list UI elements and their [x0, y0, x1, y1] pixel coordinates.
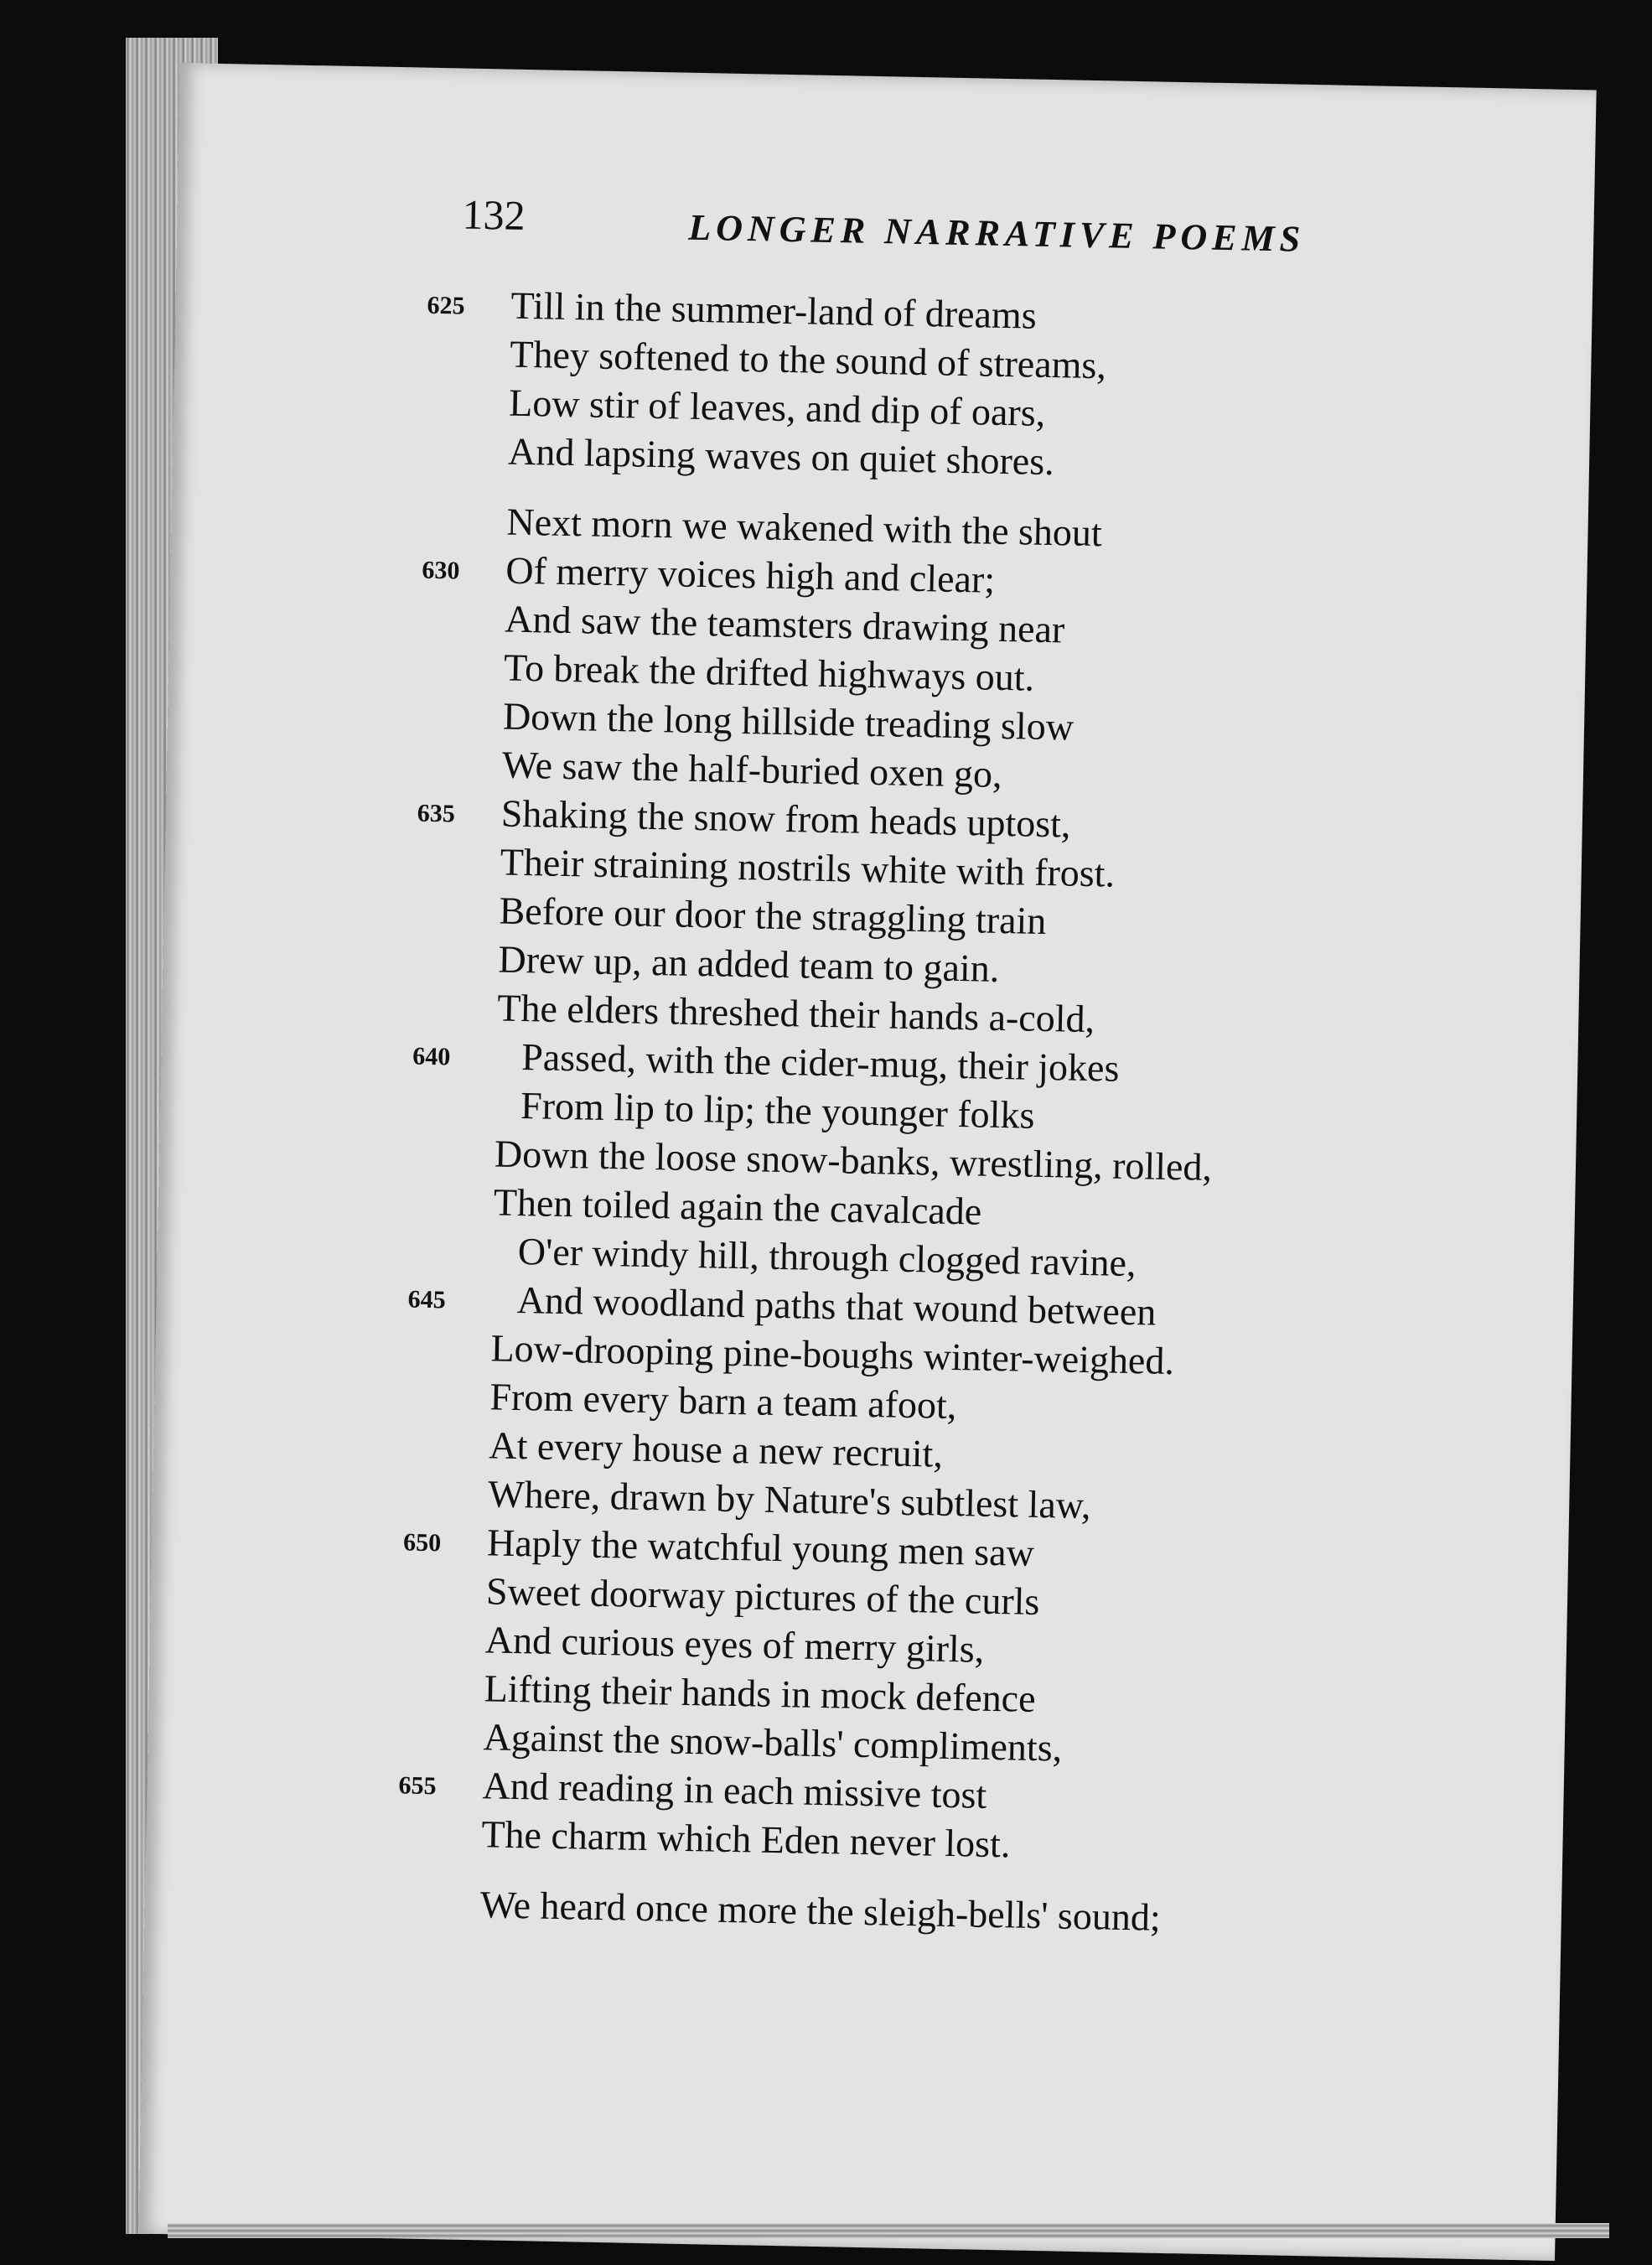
- line-text: From every barn a team afoot,: [489, 1375, 957, 1428]
- line-text: They softened to the sound of streams,: [509, 332, 1107, 387]
- running-title: LONGER NARRATIVE POEMS: [687, 206, 1306, 260]
- line-text: And curious eyes of merry girls,: [484, 1618, 985, 1671]
- line-number: 645: [407, 1285, 447, 1314]
- line-text: The charm which Eden never lost.: [481, 1812, 1011, 1866]
- line-text: Next morn we wakened with the shout: [506, 500, 1103, 555]
- line-text: Their straining nostrils white with frost.: [500, 840, 1116, 895]
- line-text: The elders threshed their hands a-cold,: [496, 986, 1095, 1041]
- page-bottom-edge: [168, 2223, 1609, 2238]
- line-text: Low-drooping pine-boughs winter-weighed.: [490, 1326, 1175, 1383]
- line-text: Against the snow-balls' compliments,: [483, 1715, 1063, 1770]
- line-number: 640: [412, 1042, 451, 1071]
- line-text: Haply the watchful young men saw: [486, 1521, 1035, 1574]
- book-page: [138, 63, 1596, 2261]
- line-text: We heard once more the sleigh-bells' sound;: [479, 1883, 1162, 1939]
- line-text: Drew up, an added team to gain.: [498, 937, 1000, 990]
- line-number: 650: [402, 1528, 442, 1558]
- line-text: Before our door the straggling train: [499, 889, 1047, 943]
- line-text: From lip to lip; the younger folks: [520, 1084, 1035, 1137]
- page-number: 132: [462, 190, 526, 239]
- line-text: Of merry voices high and clear;: [505, 548, 996, 601]
- line-text: Where, drawn by Nature's subtlest law,: [487, 1472, 1092, 1527]
- line-text: And reading in each missive tost: [482, 1764, 987, 1817]
- line-number: 635: [417, 799, 456, 828]
- line-text: We saw the half-buried oxen go,: [501, 743, 1003, 796]
- line-text: And saw the teamsters drawing near: [504, 597, 1065, 651]
- line-text: Down the long hillside treading slow: [502, 694, 1075, 749]
- line-text: Passed, with the cider-mug, their jokes: [520, 1035, 1120, 1090]
- line-text: O'er windy hill, through clogged ravine,: [517, 1229, 1137, 1285]
- line-number: 625: [427, 291, 465, 320]
- line-text: Then toiled again the cavalcade: [493, 1180, 982, 1233]
- page-header: [461, 190, 1551, 287]
- line-text: Down the loose snow-banks, wrestling, rolled,: [494, 1132, 1213, 1189]
- line-text: And lapsing waves on quiet shores.: [507, 429, 1055, 484]
- line-text: Low stir of leaves, and dip of oars,: [508, 381, 1046, 434]
- line-number: 655: [398, 1771, 437, 1801]
- line-text: Till in the summer-land of dreams: [510, 283, 1038, 337]
- poem-line: [396, 1880, 1612, 1952]
- line-text: Sweet doorway pictures of the curls: [485, 1569, 1040, 1624]
- line-number: 630: [422, 556, 460, 585]
- line-text: To break the drifted highways out.: [503, 645, 1035, 699]
- line-text: And woodland paths that wound between: [516, 1278, 1157, 1334]
- line-text: Shaking the snow from heads uptost,: [500, 791, 1071, 846]
- line-text: Lifting their hands in mock defence: [484, 1666, 1037, 1720]
- poem-body: [396, 282, 1642, 1952]
- line-text: At every house a new recruit,: [488, 1423, 944, 1475]
